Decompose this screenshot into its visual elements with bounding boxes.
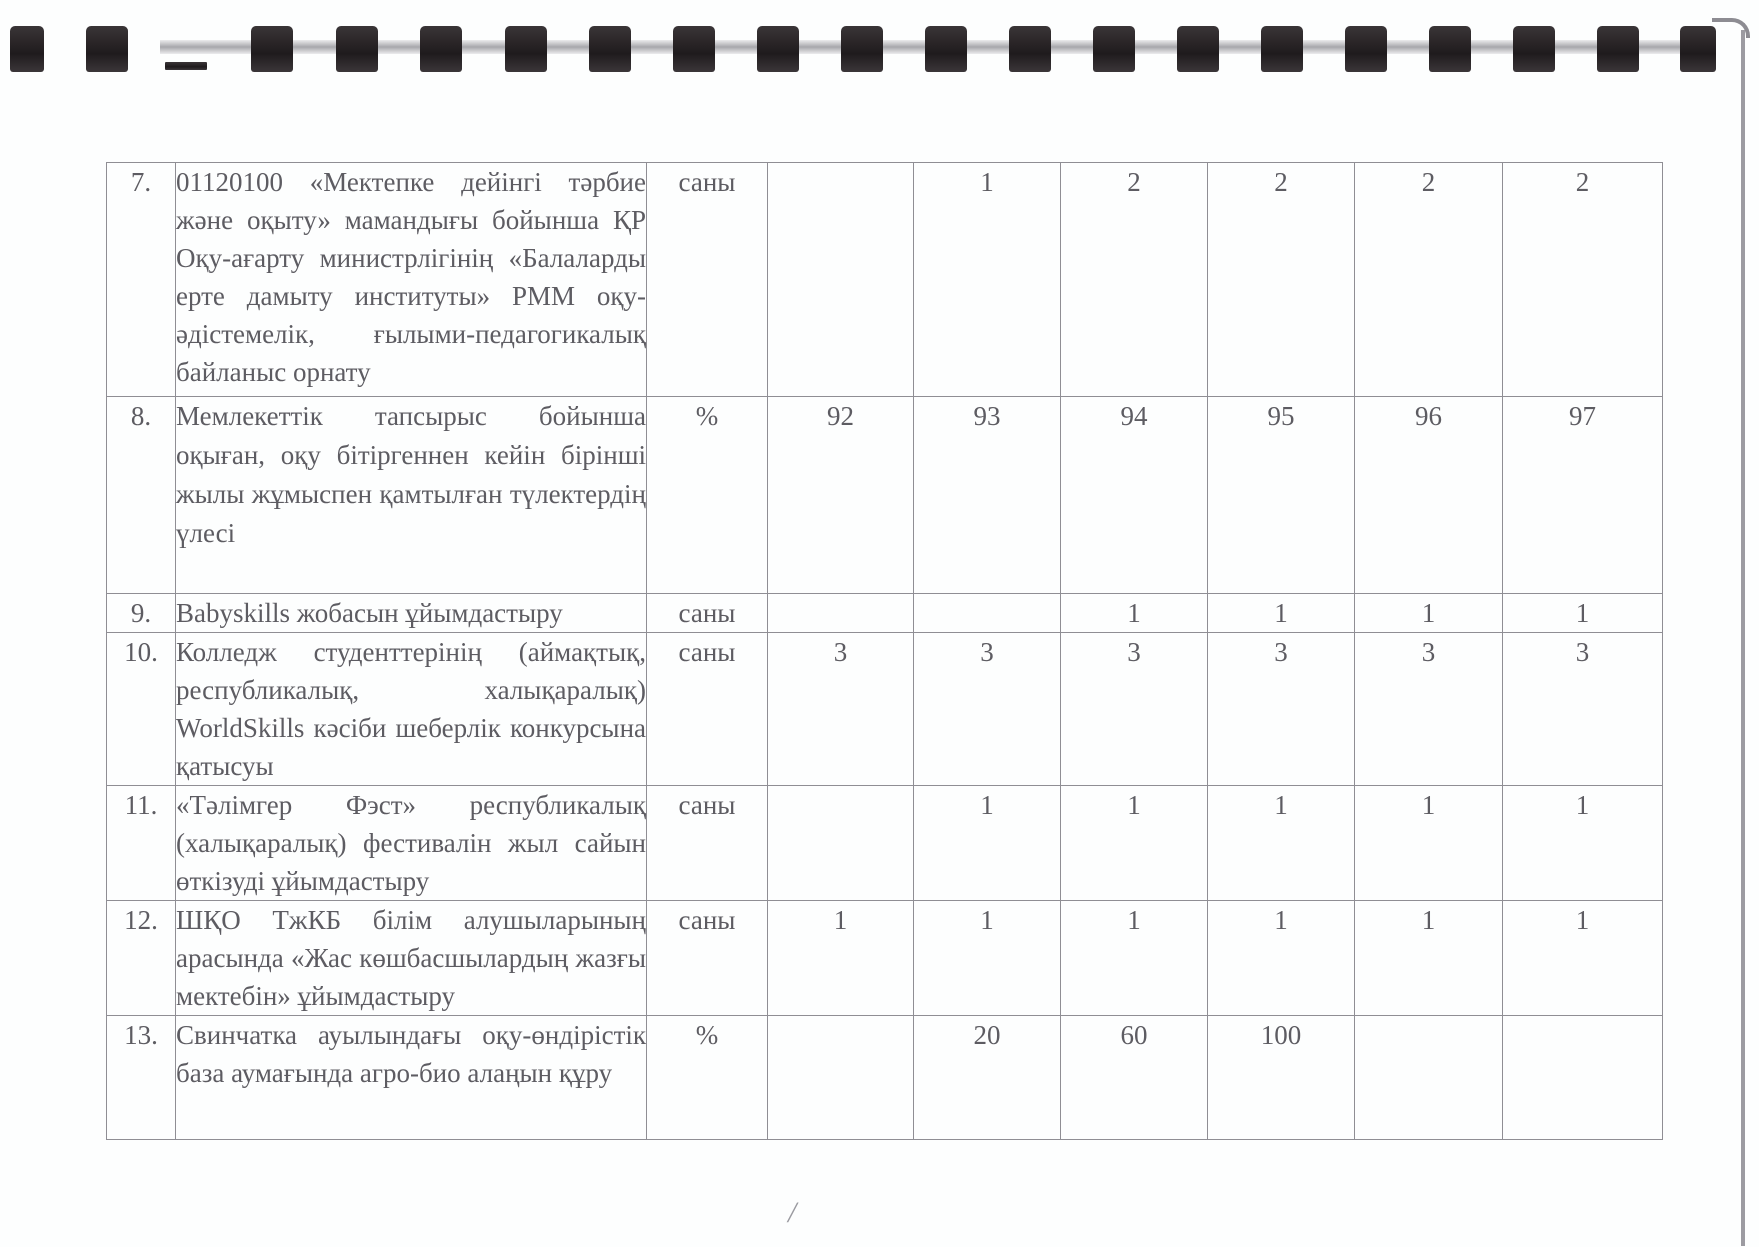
value-cell: 1: [914, 901, 1061, 1016]
row-number: 8.: [107, 397, 176, 594]
row-number: 7.: [107, 163, 176, 397]
value-cell: 95: [1208, 397, 1355, 594]
spiral-binding: [0, 18, 1759, 78]
table-row: [107, 633, 1663, 786]
table-row: [107, 1016, 1663, 1140]
binding-loop-icon: [673, 26, 715, 72]
value-cell: [768, 594, 914, 633]
value-cell: 1: [1503, 901, 1663, 1016]
page-edge: [1741, 30, 1745, 1246]
value-cell: [914, 594, 1061, 633]
row-unit: саны: [647, 163, 768, 397]
row-description: 01120100 «Мектепке дейінгі тәрбие және оқыту» мамандығы бойынша ҚР Оқу-ағарту министрлігінің «Балаларды ерте дамыту институты» РММ оқу-әдістемелік, ғылыми-педагогикалық байланыс орнату: [176, 163, 647, 397]
table-row: [107, 901, 1663, 1016]
row-description: Свинчатка ауылындағы оқу-өндірістік база аумағында агро-био алаңын құру: [176, 1016, 647, 1140]
table-row: [107, 163, 1663, 397]
value-cell: 1: [1208, 594, 1355, 633]
table-row: [107, 786, 1663, 901]
value-cell: 2: [1503, 163, 1663, 397]
value-cell: 2: [1208, 163, 1355, 397]
table-row: [107, 594, 1663, 633]
value-cell: 96: [1355, 397, 1503, 594]
value-cell: 1: [1355, 594, 1503, 633]
binding-loop-icon: [336, 26, 378, 72]
value-cell: 1: [1061, 901, 1208, 1016]
table-row: [107, 397, 1663, 594]
value-cell: 3: [1355, 633, 1503, 786]
value-cell: 2: [1355, 163, 1503, 397]
binding-loop-icon: [1345, 26, 1387, 72]
value-cell: 93: [914, 397, 1061, 594]
binding-loop-icon: [420, 26, 462, 72]
value-cell: 60: [1061, 1016, 1208, 1140]
row-description: Babyskills жобасын ұйымдастыру: [176, 594, 647, 633]
value-cell: 3: [1208, 633, 1355, 786]
value-cell: [768, 163, 914, 397]
value-cell: 3: [914, 633, 1061, 786]
row-number: 12.: [107, 901, 176, 1016]
row-unit: %: [647, 1016, 768, 1140]
binding-loop-icon: [10, 26, 44, 72]
row-number: 13.: [107, 1016, 176, 1140]
value-cell: 1: [914, 163, 1061, 397]
value-cell: 3: [1503, 633, 1663, 786]
binding-loop-icon: [86, 26, 128, 72]
row-number: 9.: [107, 594, 176, 633]
value-cell: 1: [914, 786, 1061, 901]
binding-loop-icon: [251, 26, 293, 72]
binding-loop-icon: [1429, 26, 1471, 72]
binding-loop-icon: [925, 26, 967, 72]
row-unit: саны: [647, 786, 768, 901]
value-cell: 100: [1208, 1016, 1355, 1140]
row-description: «Тәлімгер Фэст» республикалық (халықаралық) фестивалін жыл сайын өткізуді ұйымдастыру: [176, 786, 647, 901]
value-cell: 94: [1061, 397, 1208, 594]
indicators-table: [106, 162, 1663, 1140]
binding-loop-icon: [165, 62, 207, 70]
binding-loop-icon: [1009, 26, 1051, 72]
value-cell: [1355, 1016, 1503, 1140]
value-cell: [768, 786, 914, 901]
binding-loop-icon: [1093, 26, 1135, 72]
value-cell: [1503, 1016, 1663, 1140]
binding-loop-icon: [1597, 26, 1639, 72]
value-cell: 2: [1061, 163, 1208, 397]
value-cell: [768, 1016, 914, 1140]
value-cell: 20: [914, 1016, 1061, 1140]
value-cell: 1: [1355, 901, 1503, 1016]
value-cell: 92: [768, 397, 914, 594]
row-description: Мемлекеттік тапсырыс бойынша оқыған, оқу бітіргеннен кейін бірінші жылы жұмыспен қамтылған түлектердің үлесі: [176, 397, 647, 594]
row-description: ШҚО ТжКБ білім алушыларының арасында «Жас көшбасшылардың жазғы мектебін» ұйымдастыру: [176, 901, 647, 1016]
value-cell: 1: [1061, 786, 1208, 901]
binding-loop-icon: [841, 26, 883, 72]
row-unit: %: [647, 397, 768, 594]
value-cell: 1: [1503, 594, 1663, 633]
value-cell: 1: [1208, 786, 1355, 901]
row-number: 11.: [107, 786, 176, 901]
page-mark: /: [788, 1196, 797, 1229]
binding-loop-icon: [1261, 26, 1303, 72]
row-unit: саны: [647, 901, 768, 1016]
binding-loop-icon: [1177, 26, 1219, 72]
value-cell: 1: [1061, 594, 1208, 633]
value-cell: 97: [1503, 397, 1663, 594]
value-cell: 3: [1061, 633, 1208, 786]
row-description: Колледж студенттерінің (аймақтық, республикалық, халықаралық) WorldSkills кәсіби шеберлік конкурсына қатысуы: [176, 633, 647, 786]
binding-loop-icon: [589, 26, 631, 72]
value-cell: 1: [1503, 786, 1663, 901]
row-number: 10.: [107, 633, 176, 786]
value-cell: 1: [768, 901, 914, 1016]
binding-loop-icon: [505, 26, 547, 72]
binding-loop-icon: [1513, 26, 1555, 72]
value-cell: 1: [1355, 786, 1503, 901]
row-unit: саны: [647, 633, 768, 786]
binding-loop-icon: [757, 26, 799, 72]
value-cell: 3: [768, 633, 914, 786]
binding-loop-icon: [1680, 26, 1716, 72]
row-unit: саны: [647, 594, 768, 633]
value-cell: 1: [1208, 901, 1355, 1016]
